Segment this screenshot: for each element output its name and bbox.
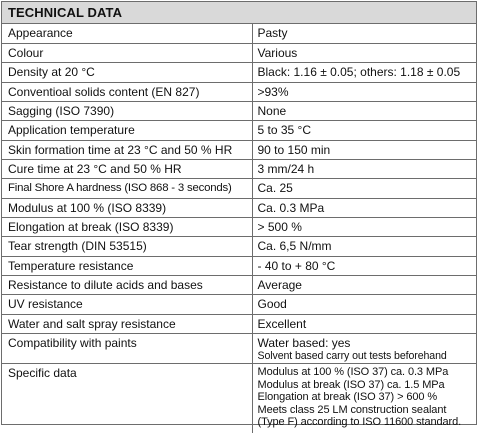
row-value: Ca. 25 <box>252 179 476 198</box>
table-row <box>2 198 476 217</box>
specific-line: Elongation at break (ISO 37) > 600 % <box>257 391 438 403</box>
row-label: Final Shore A hardness (ISO 868 - 3 seconds) <box>2 179 252 198</box>
row-value: Various <box>252 43 476 62</box>
table-title: TECHNICAL DATA <box>2 2 476 24</box>
table-row <box>2 159 476 178</box>
table-row <box>2 63 476 82</box>
row-value: Good <box>252 295 476 314</box>
row-label: Tear strength (DIN 53515) <box>2 237 252 256</box>
table-row <box>2 295 476 314</box>
specific-line: Modulus at break (ISO 37) ca. 1.5 MPa <box>257 378 445 391</box>
row-label: Compatibility with paints <box>2 334 252 364</box>
compatibility-solvent: Solvent based carry out tests beforehand <box>257 350 447 362</box>
row-label: Application temperature <box>2 121 252 140</box>
table-row <box>2 121 476 140</box>
compatibility-water: Water based: yes <box>257 336 351 350</box>
row-label: Cure time at 23 °C and 50 % HR <box>2 159 252 178</box>
table-row <box>2 237 476 256</box>
row-value: > 500 % <box>252 217 476 236</box>
data-grid <box>2 24 476 433</box>
table-row-compatibility <box>2 334 476 364</box>
table-row <box>2 82 476 101</box>
row-value: Excellent <box>252 314 476 333</box>
row-value <box>252 334 476 364</box>
row-label: Conventioal solids content (EN 827) <box>2 82 252 101</box>
row-label: Sagging (ISO 7390) <box>2 101 252 120</box>
row-value: 90 to 150 min <box>252 140 476 159</box>
table-row <box>2 275 476 294</box>
row-value: Ca. 6,5 N/mm <box>252 237 476 256</box>
row-value: 5 to 35 °C <box>252 121 476 140</box>
row-label: Specific data <box>2 364 252 433</box>
row-label: Elongation at break (ISO 8339) <box>2 217 252 236</box>
specific-line: Modulus at 100 % (ISO 37) ca. 0.3 MPa <box>257 366 449 378</box>
row-label: Temperature resistance <box>2 256 252 275</box>
table-row <box>2 140 476 159</box>
row-value: Average <box>252 275 476 294</box>
table-row <box>2 179 476 198</box>
table-row <box>2 101 476 120</box>
row-label: Density at 20 °C <box>2 63 252 82</box>
table-row <box>2 256 476 275</box>
row-value: Black: 1.16 ± 0.05; others: 1.18 ± 0.05 <box>252 63 476 82</box>
row-label: Water and salt spray resistance <box>2 314 252 333</box>
table-row <box>2 314 476 333</box>
row-label: Appearance <box>2 24 252 43</box>
specific-line: Meets class 25 LM construction sealant <box>257 403 447 416</box>
row-value: Ca. 0.3 MPa <box>252 198 476 217</box>
row-label: Modulus at 100 % (ISO 8339) <box>2 198 252 217</box>
specific-line: (Type F) according to ISO 11600 standard. <box>257 416 462 428</box>
row-value: 3 mm/24 h <box>252 159 476 178</box>
row-value: >93% <box>252 82 476 101</box>
table-row <box>2 43 476 62</box>
row-label: Colour <box>2 43 252 62</box>
row-value <box>252 364 476 433</box>
row-value: Pasty <box>252 24 476 43</box>
row-value: None <box>252 101 476 120</box>
table-row <box>2 217 476 236</box>
row-label: Resistance to dilute acids and bases <box>2 275 252 294</box>
technical-data-table <box>1 1 477 428</box>
table-row-specific <box>2 364 476 433</box>
row-label: Skin formation time at 23 °C and 50 % HR <box>2 140 252 159</box>
table-row <box>2 24 476 43</box>
row-value: - 40 to + 80 °C <box>252 256 476 275</box>
row-label: UV resistance <box>2 295 252 314</box>
